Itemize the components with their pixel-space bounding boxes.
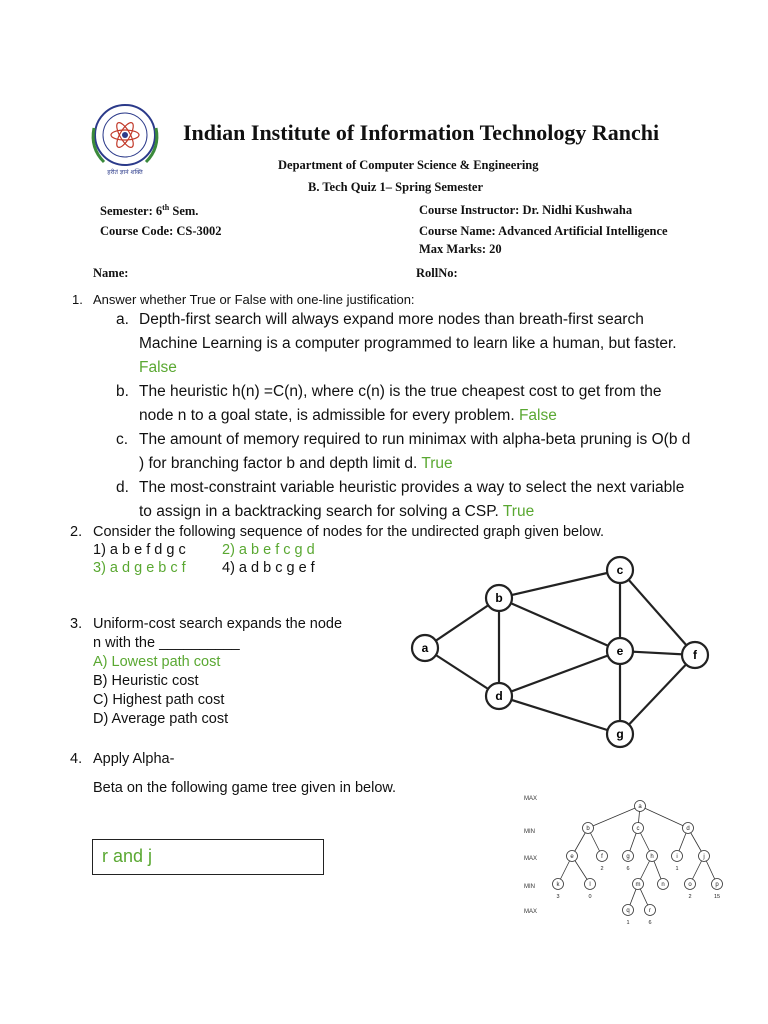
rollno-label: RollNo: bbox=[416, 266, 458, 280]
svg-text:b: b bbox=[586, 826, 590, 832]
course-instructor: Course Instructor: Dr. Nidhi Kushwaha bbox=[419, 203, 633, 217]
tree-node-a bbox=[635, 801, 646, 812]
tree-node-f bbox=[597, 851, 608, 862]
svg-text:e: e bbox=[616, 644, 624, 658]
q3-prompt-line1: Uniform-cost search expands the node bbox=[93, 616, 343, 632]
semester: Semester: 6th Sem. bbox=[100, 203, 199, 219]
tree-node-b bbox=[583, 823, 594, 834]
svg-text:d: d bbox=[686, 826, 690, 832]
institute-logo bbox=[86, 98, 164, 176]
q3-option-d: D) Average path cost bbox=[93, 711, 229, 727]
q1-item-answer: True bbox=[421, 455, 453, 472]
q1-item-text: The amount of memory required to run minimax with alpha-beta pruning is O(b d ) for branching factor b and depth limit d. bbox=[139, 431, 691, 472]
q1-prompt bbox=[72, 292, 415, 307]
institute-title: Indian Institute of Information Technology Ranchi bbox=[183, 120, 660, 145]
q2-number: 2. bbox=[70, 524, 83, 540]
max-marks: Max Marks: 20 bbox=[419, 242, 502, 256]
graph-node-c bbox=[607, 557, 633, 583]
svg-text:h: h bbox=[650, 854, 654, 860]
svg-text:d: d bbox=[495, 689, 503, 703]
graph-node-a bbox=[412, 635, 438, 661]
tree-level-label: MAX bbox=[524, 909, 538, 915]
svg-text:b: b bbox=[495, 591, 503, 605]
course-name: Course Name: Advanced Artificial Intelligence bbox=[419, 224, 668, 238]
svg-text:o: o bbox=[688, 882, 692, 888]
tree-node-c bbox=[633, 823, 644, 834]
q1-prompt-text: Answer whether True or False with one-line justification: bbox=[93, 292, 415, 307]
leaf-value: 1 bbox=[626, 920, 630, 926]
tree-node-r bbox=[645, 905, 656, 916]
tree-level-label: MIN bbox=[524, 884, 535, 890]
q1-number: 1. bbox=[72, 292, 83, 307]
name-label: Name: bbox=[93, 266, 129, 280]
leaf-value: 3 bbox=[556, 894, 560, 900]
svg-text:p: p bbox=[715, 882, 719, 888]
q2-prompt: Consider the following sequence of nodes for the undirected graph given below. bbox=[93, 524, 605, 540]
q1-item-text: The heuristic h(n) =C(n), where c(n) is the true cheapest cost to get from the node n to a goal state, is admissible for every problem. bbox=[139, 383, 662, 424]
tree-node-h bbox=[647, 851, 658, 862]
tree-node-o bbox=[685, 879, 696, 890]
q1-item-answer: False bbox=[139, 359, 177, 376]
svg-text:i: i bbox=[676, 854, 678, 860]
tree-node-e bbox=[567, 851, 578, 862]
q1-item-d bbox=[116, 476, 706, 524]
leaf-value: 2 bbox=[688, 894, 692, 900]
q1-item-b bbox=[116, 380, 706, 428]
q1-item-answer: False bbox=[518, 407, 557, 424]
tree-node-l bbox=[585, 879, 596, 890]
graph-node-d bbox=[486, 683, 512, 709]
svg-text:f: f bbox=[693, 648, 697, 662]
q2-option-3: 3) a d g e b c f bbox=[93, 560, 186, 576]
tree-node-n bbox=[658, 879, 669, 890]
q3-number: 3. bbox=[70, 616, 83, 632]
q1-item-label: a. bbox=[116, 311, 129, 328]
svg-text:c: c bbox=[616, 563, 624, 577]
q3-option-a: A) Lowest path cost bbox=[93, 654, 221, 670]
q4-answer-text: r and j bbox=[102, 846, 153, 866]
department-name: Department of Computer Science & Engineering bbox=[278, 158, 539, 172]
svg-text:f: f bbox=[601, 854, 603, 860]
leaf-value: 1 bbox=[675, 866, 679, 872]
q1-item-answer: True bbox=[502, 503, 535, 520]
tree-node-q bbox=[623, 905, 634, 916]
q2-option-1: 1) a b e f d g c bbox=[93, 542, 186, 558]
tree-node-j bbox=[699, 851, 710, 862]
svg-text:m: m bbox=[635, 882, 641, 888]
svg-text:g: g bbox=[626, 854, 630, 860]
q2-option-4: 4) a d b c g e f bbox=[222, 560, 315, 576]
graph-node-b bbox=[486, 585, 512, 611]
logo-motto: हरीतं ज्ञानं शक्ति bbox=[107, 169, 143, 176]
q1-item-label: c. bbox=[116, 431, 129, 448]
leaf-value: 6 bbox=[626, 866, 630, 872]
svg-text:e: e bbox=[570, 854, 574, 860]
q4-prompt-line2: Beta on the following game tree given in below. bbox=[93, 780, 397, 796]
leaf-value: 2 bbox=[600, 866, 604, 872]
svg-text:n: n bbox=[661, 882, 665, 888]
undirected-graph bbox=[400, 548, 720, 753]
q2-option-2: 2) a b e f c g d bbox=[222, 542, 315, 558]
tree-level-label: MIN bbox=[524, 829, 535, 835]
svg-text:g: g bbox=[616, 727, 624, 741]
q1-item-label: b. bbox=[116, 383, 129, 400]
course-code: Course Code: CS-3002 bbox=[100, 224, 222, 238]
q3-option-b: B) Heuristic cost bbox=[93, 673, 199, 689]
game-tree bbox=[520, 788, 748, 930]
tree-node-d bbox=[683, 823, 694, 834]
quiz-title: B. Tech Quiz 1– Spring Semester bbox=[308, 180, 484, 194]
svg-text:l: l bbox=[589, 882, 591, 888]
q4-number: 4. bbox=[70, 751, 83, 767]
svg-text:j: j bbox=[703, 854, 705, 860]
q3-prompt-line2: n with the __________ bbox=[93, 635, 240, 651]
graph-node-e bbox=[607, 638, 633, 664]
graph-node-g bbox=[607, 721, 633, 747]
tree-level-label: MAX bbox=[524, 796, 538, 802]
leaf-value: 0 bbox=[588, 894, 592, 900]
q4-prompt-line1: Apply Alpha- bbox=[93, 751, 175, 767]
tree-node-g bbox=[623, 851, 634, 862]
leaf-value: 6 bbox=[648, 920, 652, 926]
leaf-value: 15 bbox=[713, 894, 721, 900]
tree-level-label: MAX bbox=[524, 856, 538, 862]
svg-text:a: a bbox=[638, 804, 642, 810]
q1-item-a bbox=[116, 308, 706, 380]
svg-text:k: k bbox=[556, 882, 560, 888]
tree-node-i bbox=[672, 851, 683, 862]
tree-node-m bbox=[633, 879, 644, 890]
q1-item-c bbox=[116, 428, 706, 476]
q1-item-text: The most-constraint variable heuristic provides a way to select the next variable to assign in a backtracking search for solving a CSP. bbox=[139, 479, 685, 520]
svg-text:r: r bbox=[649, 908, 651, 914]
tree-node-p bbox=[712, 879, 723, 890]
q1-item-label: d. bbox=[116, 479, 129, 496]
q4-answer-box bbox=[92, 839, 324, 875]
svg-text:q: q bbox=[626, 908, 630, 914]
svg-text:a: a bbox=[421, 641, 429, 655]
graph-node-f bbox=[682, 642, 708, 668]
q3-option-c: C) Highest path cost bbox=[93, 692, 225, 708]
tree-node-k bbox=[553, 879, 564, 890]
svg-text:c: c bbox=[636, 826, 640, 832]
q1-item-text: Depth-first search will always expand more nodes than breath-first search Machine Learning is a computer programmed to learn like a human, but faster. bbox=[139, 311, 677, 352]
